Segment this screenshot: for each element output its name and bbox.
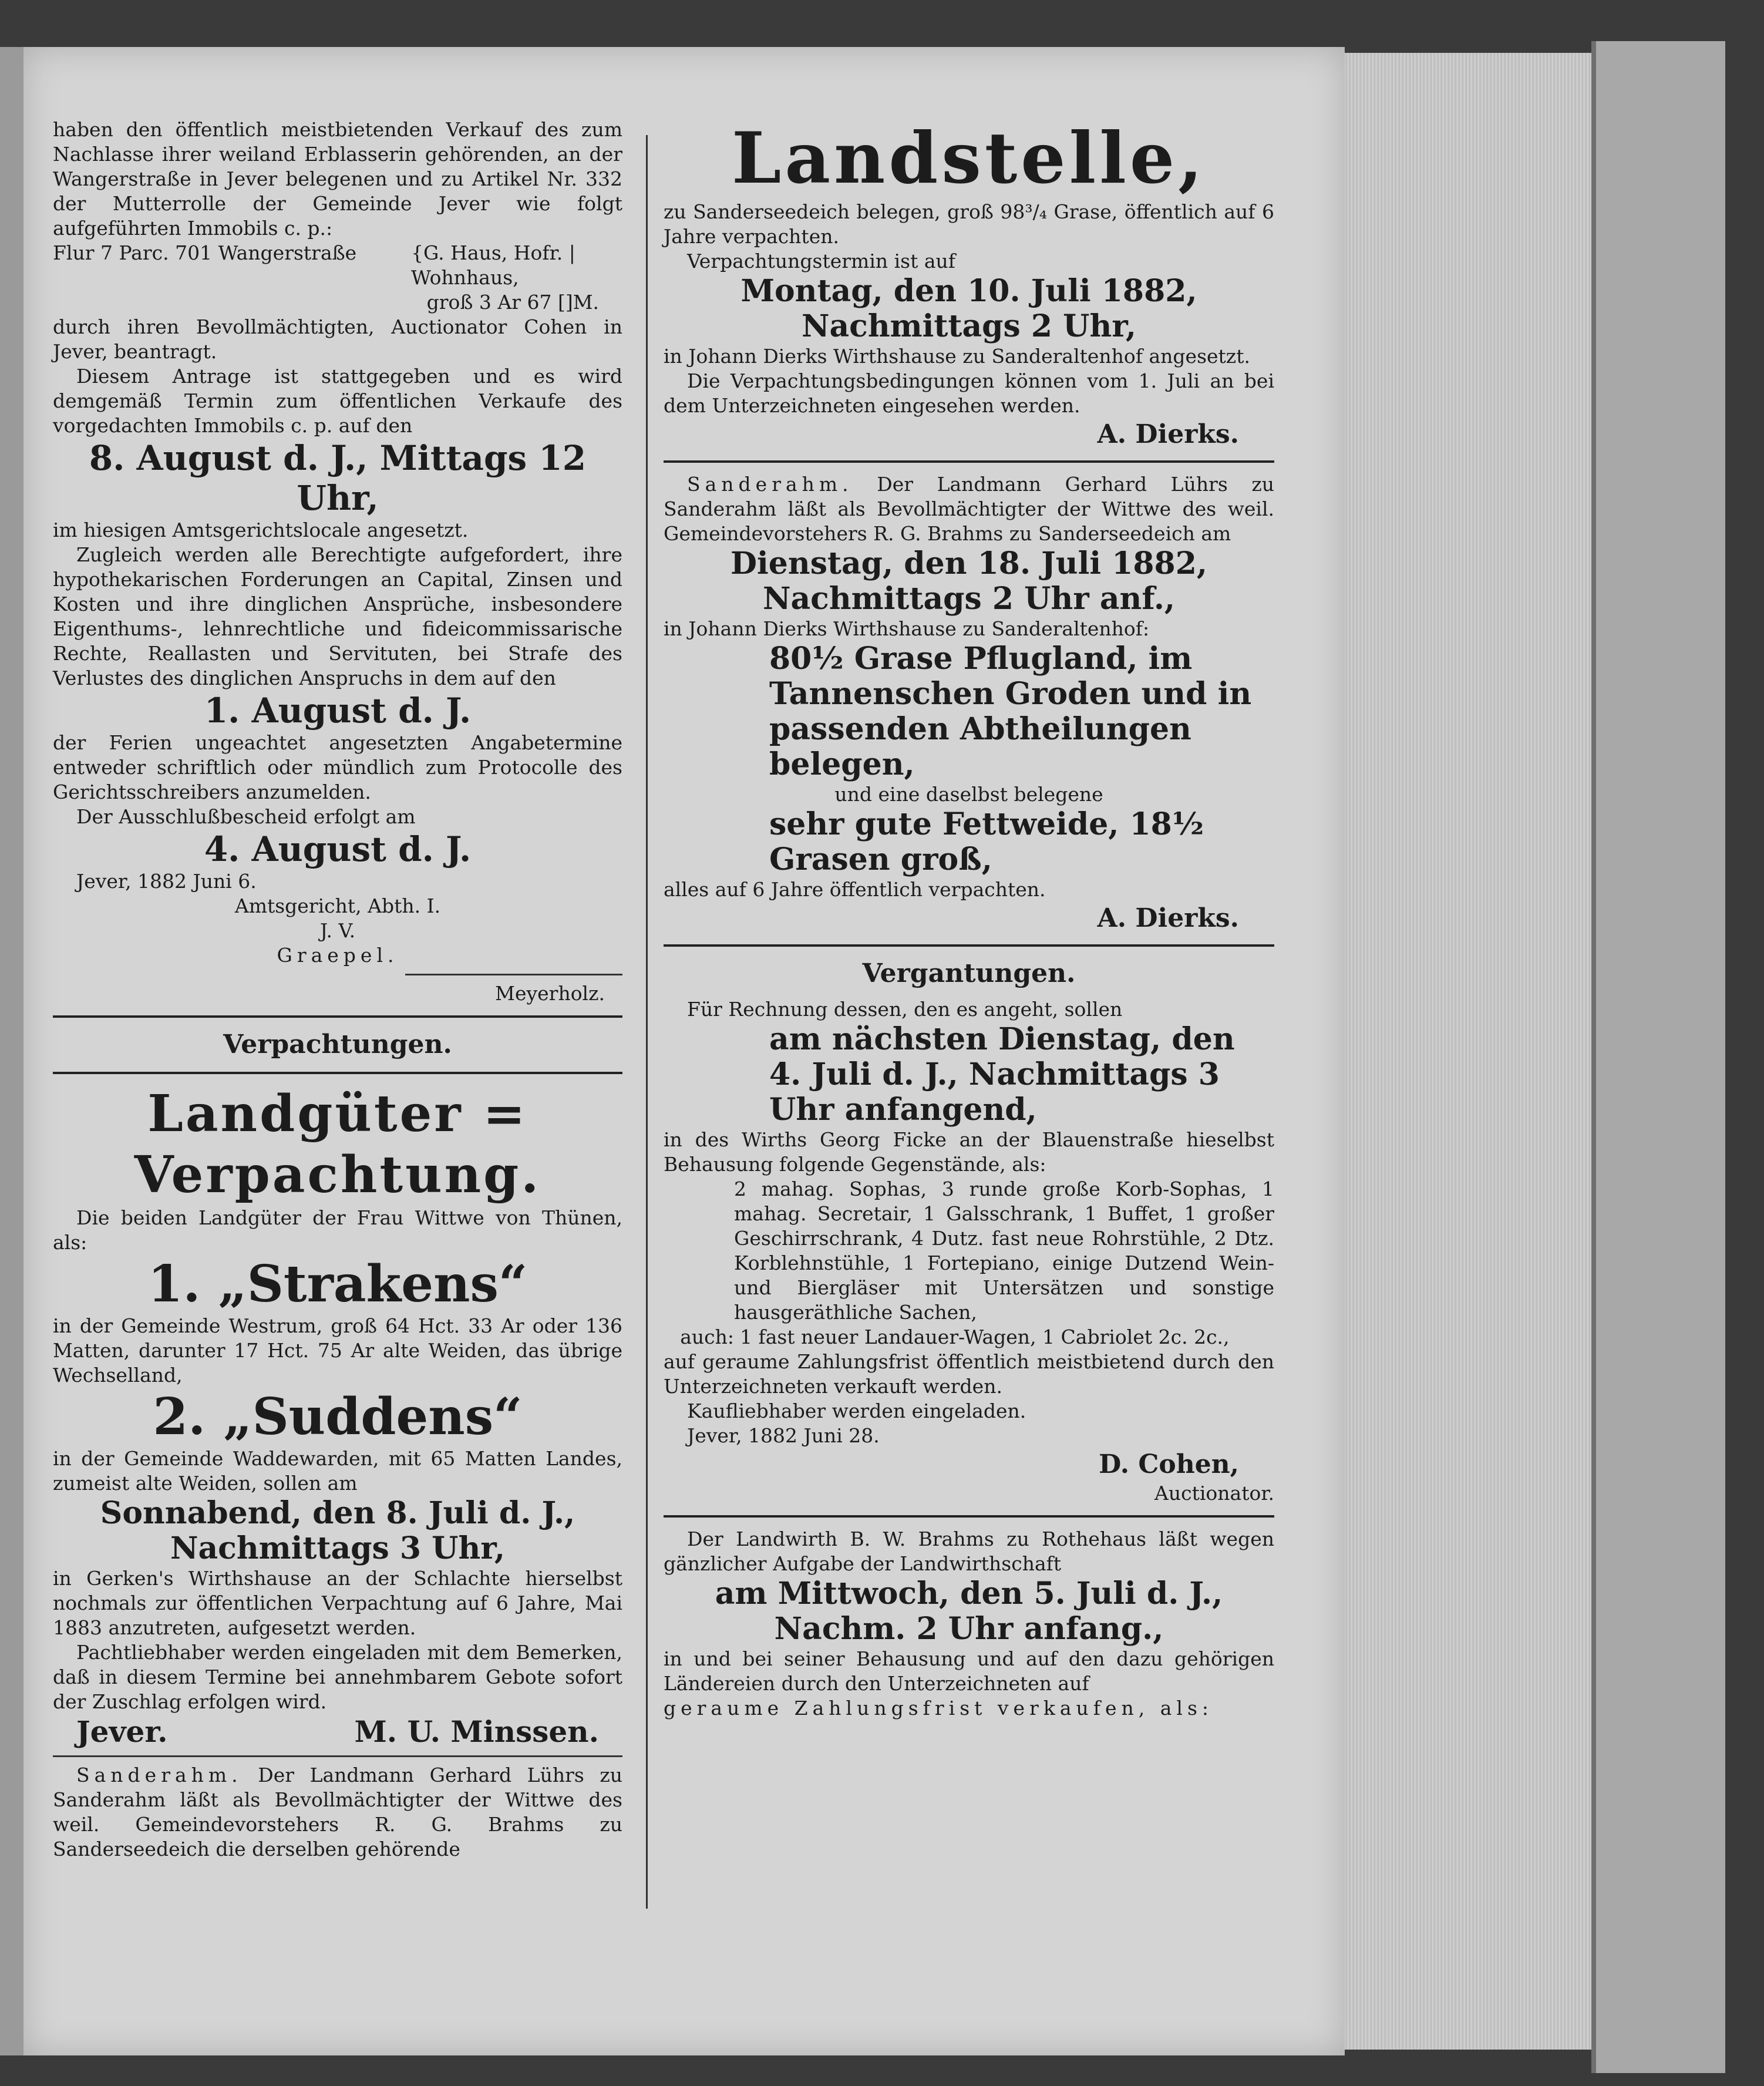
also-label: auch:: [680, 1325, 734, 1348]
sanderahm-head: Sanderahm.: [76, 1764, 243, 1786]
sanderahm-notice-left: [53, 1763, 622, 1862]
estates-intro: Die beiden Landgüter der Frau Wittwe von Thünen, als:: [53, 1206, 622, 1254]
claim-deadline: 1. August d. J.: [204, 691, 472, 731]
sig-place: Jever.: [76, 1714, 168, 1749]
judge-name: Graepel.: [277, 944, 399, 967]
auction3-date: am Mittwoch, den 5. Juli d. J.,: [715, 1576, 1223, 1611]
book-cover-board: [1591, 41, 1725, 2073]
signature-cohen-title: Auctionator.: [1154, 1482, 1274, 1505]
auction2-also: [664, 1325, 1274, 1350]
pasture-land1: 80½ Grase Pflugland, im Tannenschen Groden und in passenden Abtheilungen belegen,: [769, 641, 1252, 782]
book-left-margin: [0, 47, 23, 2055]
lease-location: in Gerken's Wirthshause an der Schlachte hierselbst nochmals zur öffentlichen Verpachtung auf 6 Jahre, Mai 1883 anzutreten, aufgesetzt werden.: [53, 1567, 622, 1639]
lease-invitation: Pachtliebhaber werden eingeladen mit dem Bemerken, daß in diesem Termine bei annehmbarem Gebote sofort der Zuschlag erfolgen wird.: [53, 1641, 622, 1713]
auction2-location: in des Wirths Georg Ficke an der Blauenstraße hieselbst Behausung folgende Gegenstände, als:: [664, 1128, 1274, 1176]
parcel-row: [53, 241, 622, 290]
notice-rule: [53, 1755, 622, 1757]
section-rule-2: [53, 1072, 622, 1074]
section-verpachtungen: Verpachtungen.: [223, 1029, 452, 1059]
claim-instructions: der Ferien ungeachtet angesetzten Angabetermine entweder schriftlich oder mündlich zum Protocolle des Gerichtsschreibers anzumelden.: [53, 731, 622, 803]
lease-signature: [53, 1714, 622, 1749]
auction3-intro: Der Landwirth B. W. Brahms zu Rothehaus läßt wegen gänzlicher Aufgabe der Landwirthschaft: [664, 1528, 1274, 1575]
landstelle-time: Nachmittags 2 Uhr,: [801, 308, 1137, 344]
left-column: [53, 117, 622, 1862]
creditors-call: Zugleich werden alle Berechtigte aufgefordert, ihre hypothekarischen Forderungen an Capital, Zinsen und Kosten und ihre dinglichen Ansprüche, insbesondere Eigenthums-, lehnrechtliche und fideicommissarische Rechte, Reallasten und Servituten, bei Strafe des Verlustes des dinglichen Anspruchs in dem auf den: [53, 543, 622, 689]
signature-cohen: D. Cohen,: [1099, 1449, 1239, 1479]
lease-title: Landgüter = Verpachtung.: [134, 1084, 541, 1205]
auction2-items: 2 mahag. Sophas, 3 runde große Korb-Sophas, 1 mahag. Secretair, 1 Galsschrank, 1 Buffet, 1 großer Geschirrschrank, 4 Dutz. fast neue Rohrstühle, 2 Dtz. Korblehnstühle, 1 Fortepiano, einige Dutzend Wein- und Biergläser mit Untersätzen und sonstige hausgeräthliche Sachen,: [734, 1177, 1274, 1324]
right-rule-1: [664, 460, 1274, 463]
sanderahm-notice-right: [664, 472, 1274, 546]
auction2-invitation: Kaufliebhaber werden eingeladen.: [687, 1399, 1026, 1422]
exclusion-notice: Der Ausschlußbescheid erfolgt am: [76, 805, 416, 828]
landstelle-title: Landstelle,: [732, 117, 1206, 200]
auction-date: 8. August d. J., Mittags 12 Uhr,: [89, 438, 587, 518]
parcel-building: {G. Haus, Hofr. | Wohnhaus,: [411, 241, 575, 289]
sig-name: M. U. Minssen.: [354, 1714, 599, 1749]
court-name: Amtsgericht, Abth. I.: [234, 894, 441, 917]
auction2-intro: Für Rechnung dessen, den es angeht, sollen: [687, 998, 1123, 1021]
sanderahm-text: Der Landmann Gerhard Lührs zu Sanderahm läßt als Bevollmächtigter der Wittwe des weil. Gemeindevorstehers R. G. Brahms zu Sanderseedeich die derselben gehörende: [53, 1764, 622, 1860]
pasture-intro2: und eine daselbst belegene: [834, 783, 1103, 806]
landstelle-desc: zu Sanderseedeich belegen, groß 98³/₄ Grase, öffentlich auf 6 Jahre verpachten.: [664, 200, 1274, 248]
column-separator: [646, 135, 648, 1909]
landstelle-date: Montag, den 10. Juli 1882,: [740, 273, 1197, 309]
auction-approval: Diesem Antrage ist stattgegeben und es wird demgemäß Termin zum öffentlichen Verkaufe des vorgedachten Immobils c. p. auf den: [53, 365, 622, 437]
pasture-location: in Johann Dierks Wirthshause zu Sanderaltenhof:: [664, 617, 1150, 640]
landstelle-conditions: Die Verpachtungsbedingungen können vom 1. Juli an bei dem Unterzeichneten eingesehen werden.: [664, 369, 1274, 417]
page-edges: [1345, 53, 1595, 2050]
estate-strakens: 1. „Strakens“: [147, 1254, 528, 1314]
sanderahm-head-right: Sanderahm.: [687, 473, 853, 496]
court-place-date: Jever, 1882 Juni 6.: [76, 870, 257, 893]
right-rule-3: [664, 1515, 1274, 1518]
auction3-location: in und bei seiner Behausung und auf den dazu gehörigen Ländereien durch den Unterzeichneten auf: [664, 1647, 1274, 1695]
section-rule: [53, 1015, 622, 1018]
auction2-date: am nächsten Dienstag, den 4. Juli d. J., Nachmittags 3 Uhr anfangend,: [769, 1021, 1235, 1128]
auction-intro: haben den öffentlich meistbietenden Verkauf des zum Nachlasse ihrer weiland Erblasserin gehörenden, an der Wangerstraße in Jever belegenen und zu Artikel Nr. 332 der Mutterrolle der Gemeinde Jever wie folgt aufgeführten Immobils c. p.:: [53, 118, 622, 240]
right-column: [664, 117, 1274, 1721]
parcel-desc: Flur 7 Parc. 701 Wangerstraße: [53, 241, 357, 264]
signature-dierks-1: A. Dierks.: [1097, 419, 1239, 449]
exclusion-date: 4. August d. J.: [204, 829, 472, 869]
lease-term-intro: Verpachtungstermin ist auf: [687, 250, 956, 272]
pasture-term: alles auf 6 Jahre öffentlich verpachten.: [664, 878, 1046, 901]
lease-time: Nachmittags 3 Uhr,: [170, 1530, 506, 1566]
auction-location: im hiesigen Amtsgerichtslocale angesetzt.: [53, 519, 469, 541]
auction3-time: Nachm. 2 Uhr anfang.,: [774, 1611, 1164, 1647]
signature-dierks-2: A. Dierks.: [1097, 903, 1239, 933]
estate-strakens-desc: in der Gemeinde Westrum, groß 64 Hct. 33 Ar oder 136 Matten, darunter 17 Hct. 75 Ar alte Weiden, das übrige Wechselland,: [53, 1314, 622, 1387]
also-items: 1 fast neuer Landauer-Wagen, 1 Cabriolet 2c. 2c.,: [740, 1325, 1230, 1348]
auction-agent: durch ihren Bevollmächtigten, Auctionator Cohen in Jever, beantragt.: [53, 315, 622, 363]
estate-suddens: 2. „Suddens“: [153, 1387, 523, 1446]
section-vergantungen: Vergantungen.: [862, 958, 1076, 988]
lease-date: Sonnabend, den 8. Juli d. J.,: [100, 1495, 575, 1531]
auction2-terms: auf geraume Zahlungsfrist öffentlich meistbietend durch den Unterzeichneten verkauft werden.: [664, 1350, 1274, 1398]
parcel-size: groß 3 Ar 67 []M.: [426, 291, 599, 314]
court-iv: J. V.: [319, 919, 356, 942]
clerk-name: Meyerholz.: [495, 982, 605, 1005]
pasture-land2: sehr gute Fettweide, 18½ Grasen groß,: [769, 806, 1204, 877]
pasture-date: Dienstag, den 18. Juli 1882,: [730, 546, 1208, 581]
estate-suddens-desc: in der Gemeinde Waddewarden, mit 65 Matten Landes, zumeist alte Weiden, sollen am: [53, 1447, 622, 1495]
landstelle-location: in Johann Dierks Wirthshause zu Sanderaltenhof angesetzt.: [664, 345, 1250, 368]
clerk-rule: [405, 974, 622, 975]
auction2-place-date: Jever, 1882 Juni 28.: [687, 1424, 880, 1447]
right-rule-2: [664, 944, 1274, 947]
auction3-terms: geraume Zahlungsfrist verkaufen, als:: [664, 1697, 1214, 1720]
sanderahm-text-right: Der Landmann Gerhard Lührs zu Sanderahm läßt als Bevollmächtigter der Wittwe des weil. Gemeindevorstehers R. G. Brahms zu Sanderseedeich am: [664, 473, 1274, 545]
pasture-time: Nachmittags 2 Uhr anf.,: [762, 581, 1176, 617]
